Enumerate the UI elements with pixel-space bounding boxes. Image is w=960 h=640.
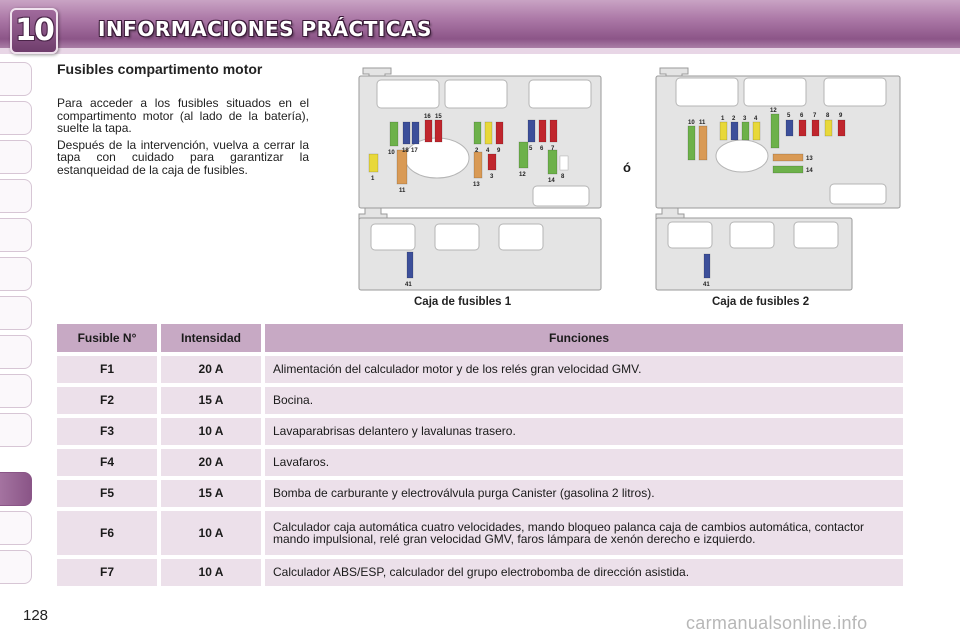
fuse-17 bbox=[412, 122, 419, 144]
fuse-number: 7 bbox=[551, 146, 555, 152]
relay-slot bbox=[529, 80, 591, 108]
fuse-number: 3 bbox=[743, 116, 747, 122]
fuse-4 bbox=[485, 122, 492, 144]
header-strip bbox=[0, 48, 960, 54]
intro-paragraph: Después de la intervención, vuelva a cerrar la tapa con cuidado para garantizar la estanqueidad de la caja de fusibles. bbox=[57, 137, 309, 177]
chapter-tab[interactable] bbox=[0, 62, 32, 96]
fuse-function: Calculador caja automática cuatro velocidades, mando bloqueo palanca caja de cambios automática, contactor mando impulsional, relé gran velocidad GMV, faros lámpara de xenón derecho e izquierdo. bbox=[265, 511, 903, 555]
chapter-tab[interactable] bbox=[0, 550, 32, 584]
chapter-tab[interactable] bbox=[0, 335, 32, 369]
column-header-fuse: Fusible N° bbox=[57, 324, 157, 352]
fuse-function: Bocina. bbox=[265, 387, 903, 414]
fuse-amps: 10 A bbox=[161, 559, 261, 586]
fuse-9 bbox=[838, 120, 845, 136]
chapter-tabs bbox=[0, 62, 34, 582]
fuse-number: 6 bbox=[800, 113, 804, 119]
fuse-13 bbox=[773, 154, 803, 161]
fuse-number: 10 bbox=[388, 150, 395, 156]
chapter-tab[interactable] bbox=[0, 413, 32, 447]
chapter-tab[interactable] bbox=[0, 218, 32, 252]
fuse-id: F3 bbox=[57, 418, 157, 445]
relay-slot bbox=[499, 224, 543, 250]
relay-slot bbox=[830, 184, 886, 204]
chapter-tab[interactable] bbox=[0, 101, 32, 135]
fuse-id: F2 bbox=[57, 387, 157, 414]
fuse-5 bbox=[786, 120, 793, 136]
fuse-box-1-caption: Caja de fusibles 1 bbox=[414, 296, 512, 308]
relay-slot bbox=[533, 186, 589, 206]
fuse-function: Lavafaros. bbox=[265, 449, 903, 476]
fuse-function: Alimentación del calculador motor y de los relés gran velocidad GMV. bbox=[265, 356, 903, 383]
fuse-number: 5 bbox=[787, 113, 791, 119]
section-title: Fusibles compartimento motor bbox=[57, 61, 263, 77]
relay-slot bbox=[744, 78, 806, 106]
fuse-id: F1 bbox=[57, 356, 157, 383]
fuse-10 bbox=[688, 126, 695, 160]
fuse-number: 16 bbox=[424, 114, 431, 120]
intro-paragraph: Para acceder a los fusibles situados en el compartimento motor (al lado de la batería), suelte la tapa. bbox=[57, 96, 309, 135]
fuse-number: 18 bbox=[402, 148, 409, 154]
fuse-number: 14 bbox=[806, 168, 813, 174]
relay-slot bbox=[435, 224, 479, 250]
fuse-3 bbox=[488, 154, 496, 170]
fuse-3 bbox=[742, 122, 749, 140]
fuse-4 bbox=[753, 122, 760, 140]
fuse-box-2-caption: Caja de fusibles 2 bbox=[712, 296, 810, 308]
table-header-row bbox=[57, 324, 903, 352]
fuse-function: Lavaparabrisas delantero y lavalunas trasero. bbox=[265, 418, 903, 445]
fuse-number: 13 bbox=[806, 156, 813, 162]
relay-slot bbox=[794, 222, 838, 248]
fuse-amps: 15 A bbox=[161, 387, 261, 414]
fuse-amps: 10 A bbox=[161, 418, 261, 445]
fuse-number: 13 bbox=[473, 182, 480, 188]
fuse-11 bbox=[397, 150, 407, 184]
fuse-8 bbox=[825, 120, 832, 136]
fuse-number: 4 bbox=[754, 116, 758, 122]
fuse-number: 4 bbox=[486, 148, 490, 154]
fuse-5 bbox=[528, 120, 535, 142]
fuse-2 bbox=[731, 122, 738, 140]
fuse-7 bbox=[550, 120, 557, 142]
fuse-box-1-diagram bbox=[355, 64, 605, 294]
fuse-id: F5 bbox=[57, 480, 157, 507]
fuse-id: F7 bbox=[57, 559, 157, 586]
chapter-badge bbox=[10, 8, 58, 54]
fuse-number: 2 bbox=[732, 116, 736, 122]
chapter-tab[interactable] bbox=[0, 296, 32, 330]
fuse-function: Calculador ABS/ESP, calculador del grupo electrobomba de dirección asistida. bbox=[265, 559, 903, 586]
page-title: INFORMACIONES PRÁCTICAS bbox=[98, 17, 432, 41]
chapter-tab-active[interactable] bbox=[0, 472, 32, 506]
fuse-number: 15 bbox=[435, 114, 442, 120]
fuse-1 bbox=[720, 122, 727, 140]
table-row bbox=[57, 511, 903, 555]
chapter-tab[interactable] bbox=[0, 257, 32, 291]
fuse-1 bbox=[369, 154, 378, 172]
column-header-functions: Funciones bbox=[265, 324, 903, 352]
fuse-18 bbox=[403, 122, 410, 144]
fuse-number: 10 bbox=[688, 120, 695, 126]
fuse-8 bbox=[560, 156, 568, 170]
table-row bbox=[57, 387, 903, 414]
fuse-number: 17 bbox=[411, 148, 418, 154]
intro-text bbox=[57, 97, 309, 180]
fuse-number: 2 bbox=[475, 148, 479, 154]
fuse-table bbox=[57, 324, 903, 590]
table-row bbox=[57, 418, 903, 445]
fuse-15 bbox=[435, 120, 442, 142]
chapter-tab[interactable] bbox=[0, 140, 32, 174]
watermark: carmanualsonline.info bbox=[686, 613, 868, 633]
fuse-10 bbox=[390, 122, 398, 146]
fuse-41 bbox=[407, 252, 413, 278]
fuse-14 bbox=[548, 150, 557, 174]
relay-slot bbox=[676, 78, 738, 106]
fuse-number: 41 bbox=[703, 282, 710, 288]
fuse-number: 1 bbox=[721, 116, 725, 122]
fuse-41 bbox=[704, 254, 710, 278]
fuse-number: 5 bbox=[529, 146, 533, 152]
fuse-9 bbox=[496, 122, 503, 144]
fuse-number: 9 bbox=[839, 113, 843, 119]
fuse-number: 41 bbox=[405, 282, 412, 288]
table-row bbox=[57, 480, 903, 507]
relay-slot bbox=[371, 224, 415, 250]
fuse-6 bbox=[539, 120, 546, 142]
fuse-2 bbox=[474, 122, 481, 144]
chapter-tab[interactable] bbox=[0, 179, 32, 213]
fuse-16 bbox=[425, 120, 432, 142]
fuse-number: 1 bbox=[371, 176, 375, 182]
fuse-amps: 15 A bbox=[161, 480, 261, 507]
fuse-14 bbox=[773, 166, 803, 173]
fuse-amps: 20 A bbox=[161, 356, 261, 383]
fuse-number: 3 bbox=[490, 174, 494, 180]
fuse-number: 12 bbox=[770, 108, 777, 114]
fuse-6 bbox=[799, 120, 806, 136]
relay-slot bbox=[668, 222, 712, 248]
column-header-intensity: Intensidad bbox=[161, 324, 261, 352]
fuse-number: 11 bbox=[399, 188, 406, 194]
fuse-number: 7 bbox=[813, 113, 817, 119]
fuse-13 bbox=[474, 152, 482, 178]
relay-slot bbox=[730, 222, 774, 248]
fuse-amps: 10 A bbox=[161, 511, 261, 555]
fuse-box-opening bbox=[716, 140, 768, 172]
fuse-number: 8 bbox=[561, 174, 565, 180]
fuse-amps: 20 A bbox=[161, 449, 261, 476]
chapter-tab[interactable] bbox=[0, 511, 32, 545]
chapter-number: 10 bbox=[15, 13, 53, 48]
fuse-number: 9 bbox=[497, 148, 501, 154]
relay-slot bbox=[377, 80, 439, 108]
fuse-function: Bomba de carburante y electroválvula purga Canister (gasolina 2 litros). bbox=[265, 480, 903, 507]
table-row bbox=[57, 449, 903, 476]
fuse-id: F4 bbox=[57, 449, 157, 476]
page-number: 128 bbox=[23, 607, 49, 624]
fuse-id: F6 bbox=[57, 511, 157, 555]
relay-slot bbox=[445, 80, 507, 108]
fuse-number: 14 bbox=[548, 178, 555, 184]
fuse-12 bbox=[519, 142, 528, 168]
table-row bbox=[57, 559, 903, 586]
fuse-7 bbox=[812, 120, 819, 136]
table-row bbox=[57, 356, 903, 383]
or-separator: ó bbox=[623, 160, 631, 175]
fuse-number: 6 bbox=[540, 146, 544, 152]
fuse-box-2-diagram bbox=[652, 64, 904, 294]
fuse-12 bbox=[771, 114, 779, 148]
fuse-number: 12 bbox=[519, 172, 526, 178]
fuse-number: 11 bbox=[699, 120, 706, 126]
chapter-tab[interactable] bbox=[0, 374, 32, 408]
relay-slot bbox=[824, 78, 886, 106]
fuse-number: 8 bbox=[826, 113, 830, 119]
fuse-11 bbox=[699, 126, 707, 160]
